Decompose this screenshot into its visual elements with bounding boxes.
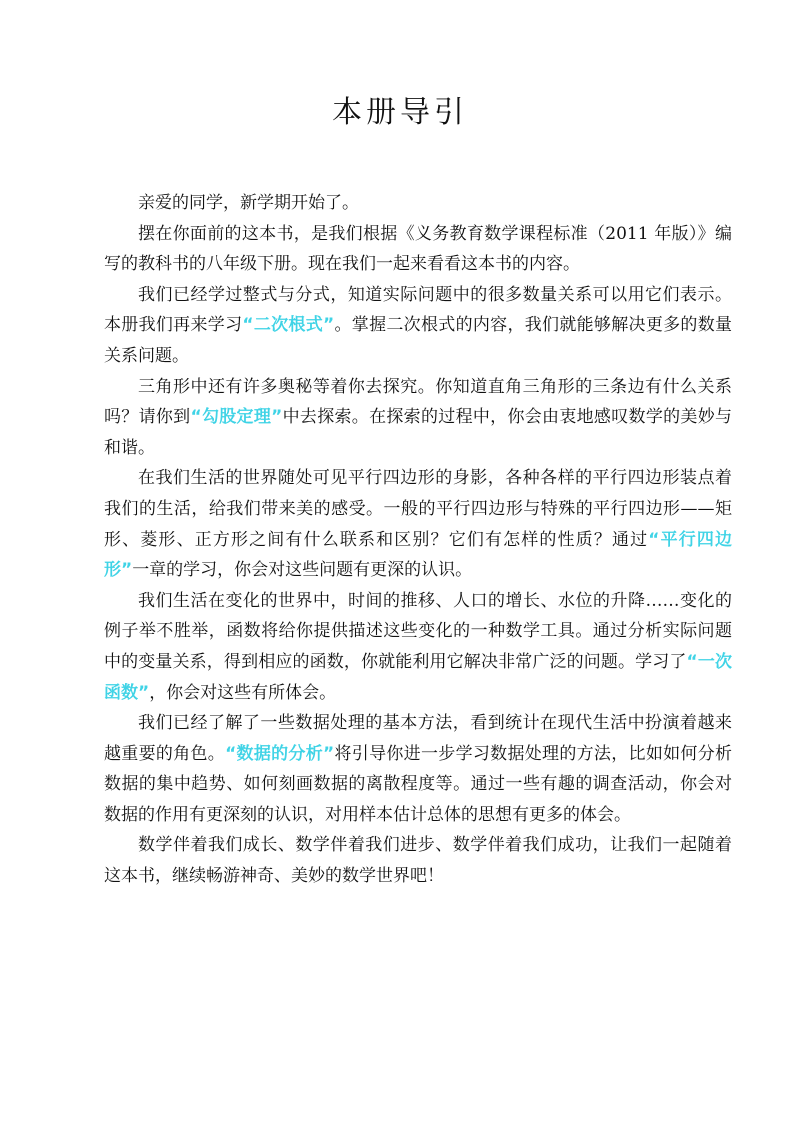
chapter-title-highlight: “一次函数” [104, 651, 732, 703]
page-title: 本册导引 [332, 95, 468, 130]
chapter-title-highlight: “平行四边形” [104, 529, 732, 581]
paragraph-7 [104, 708, 732, 830]
paragraph-text: 在我们生活的世界随处可见平行四边形的身影，各种各样的平行四边形装点着我们的生活，给我们带来美的感受。一般的平行四边形与特殊的平行四边形——矩形、菱形、正方形之间有什么联系和区别？它们有怎样的性质？通过 [104, 468, 732, 550]
paragraph-text: 。掌握二次根式的内容，我们就能够解决更多的数量关系问题。 [104, 315, 733, 366]
paragraph-text: 摆在你面前的这本书，是我们根据《义务教育数学课程标准（2011 年版）》编写的教科书的八年级下册。现在我们一起来看看这本书的内容。 [104, 223, 732, 275]
paragraph-text: 我们生活在变化的世界中，时间的推移、人口的增长、水位的升降……变化的例子举不胜举，函数将给你提供描述这些变化的一种数学工具。通过分析实际问题中的变量关系，得到相应的函数，你就能利用它解决非常广泛的问题。学习了 [104, 590, 732, 672]
chapter-title-highlight: “二次根式” [242, 315, 335, 336]
paragraph-text: ，你会对这些有所体会。 [149, 682, 337, 703]
chapter-title-highlight: “勾股定理” [190, 407, 283, 428]
paragraph-6 [104, 586, 732, 708]
paragraph-text: 中去探索。在探索的过程中，你会由衷地感叹数学的美妙与和谐。 [104, 407, 732, 458]
paragraph-2 [104, 219, 732, 280]
chapter-title-highlight: “数据的分析” [225, 743, 335, 764]
paragraph-8 [104, 830, 732, 891]
document-body [104, 188, 732, 892]
paragraph-3 [104, 280, 732, 372]
paragraph-1 [104, 188, 732, 219]
paragraph-text: 数学伴着我们成长、数学伴着我们进步、数学伴着我们成功，让我们一起随着这本书，继续畅游神奇、美妙的数学世界吧！ [104, 835, 732, 887]
paragraph-text: 我们已经学过整式与分式，知道实际问题中的很多数量关系可以用它们表示。本册我们再来学习 [104, 284, 732, 336]
paragraph-5 [104, 463, 732, 585]
paragraph-text: 三角形中还有许多奥秘等着你去探究。你知道直角三角形的三条边有什么关系吗？请你到 [104, 376, 732, 428]
paragraph-text: 亲爱的同学，新学期开始了。 [138, 193, 359, 213]
paragraph-text: 将引导你进一步学习数据处理的方法，比如如何分析数据的集中趋势、如何刻画数据的离散程度等。通过一些有趣的调查活动，你会对数据的作用有更深刻的认识，对用样本估计总体的思想有更多的体会。 [104, 743, 733, 825]
paragraph-text: 我们已经了解了一些数据处理的基本方法，看到统计在现代生活中扮演着越来越重要的角色。 [104, 713, 732, 764]
paragraph-text: 一章的学习，你会对这些问题有更深的认识。 [132, 560, 473, 581]
paragraph-4 [104, 372, 732, 464]
